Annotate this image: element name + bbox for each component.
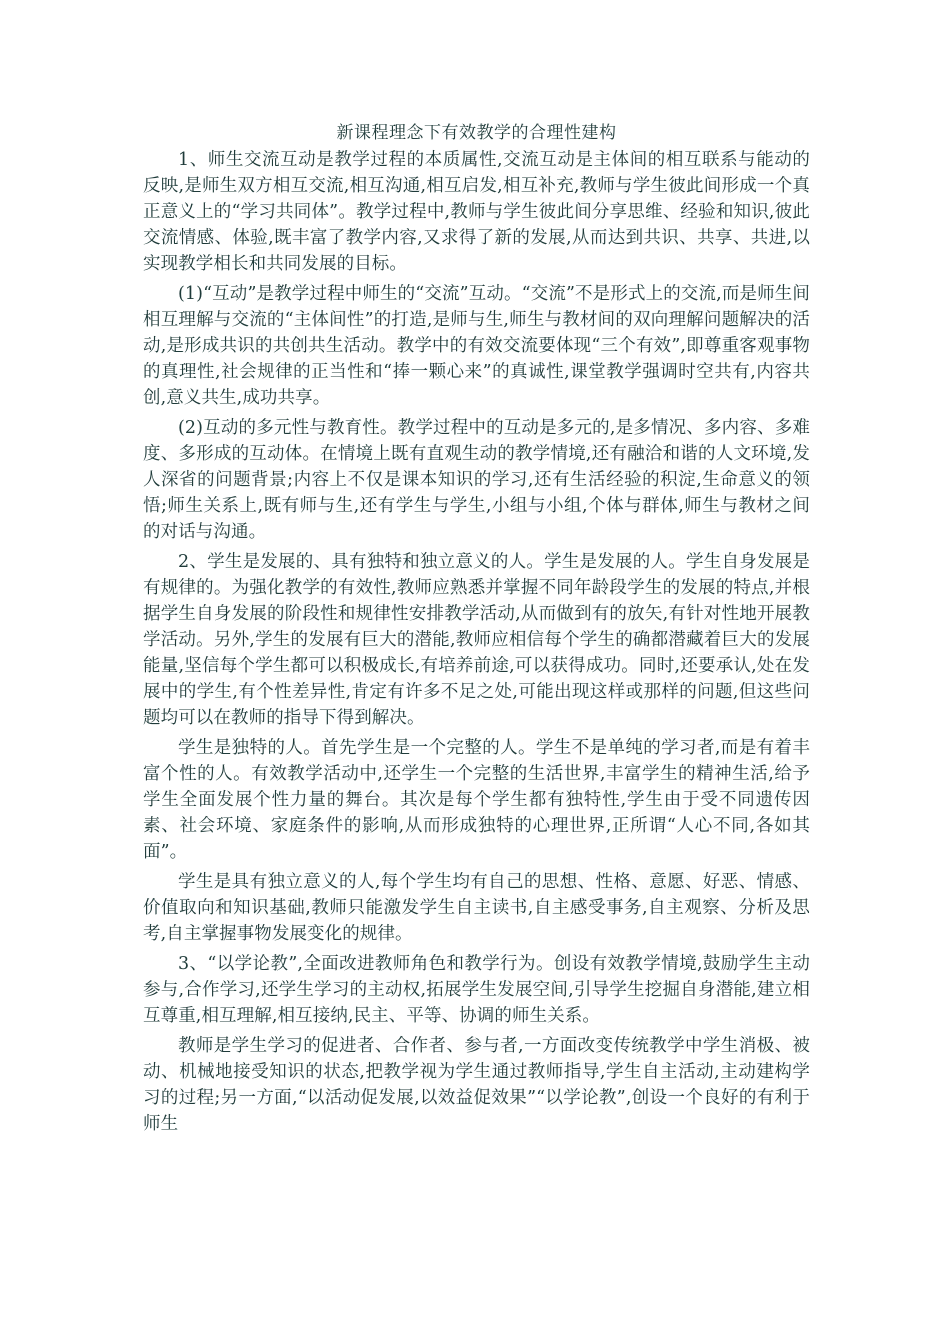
- paragraph-6: 学生是具有独立意义的人,每个学生均有自己的思想、性格、意愿、好恶、情感、价值取向和知识基础,教师只能激发学生自主读书,自主感受事务,自主观察、分析及思考,自主掌握事物发展变化的规律。: [143, 872, 810, 944]
- document-title: 新课程理念下有效教学的合理性建构: [336, 123, 617, 143]
- paragraph-4: 2、学生是发展的、具有独特和独立意义的人。学生是发展的人。学生自身发展是有规律的。为强化教学的有效性,教师应熟悉并掌握不同年龄段学生的发展的特点,并根据学生自身发展的阶段性和规律性安排教学活动,从而做到有的放矢,有针对性地开展教学活动。另外,学生的发展有巨大的潜能,教师应相信每个学生的确都潜藏着巨大的发展能量,坚信每个学生都可以积极成长,有培养前途,可以获得成功。同时,还要承认,处在发展中的学生,有个性差异性,肯定有许多不足之处,可能出现这样或那样的问题,但这些问题均可以在教师的指导下得到解决。: [143, 552, 810, 728]
- paragraph-2: (1)“互动”是教学过程中师生的“交流”互动。“交流”不是形式上的交流,而是师生间相互理解与交流的“主体间性”的打造,是师与生,师生与教材间的双向理解问题解决的活动,是形成共识的共创共生活动。教学中的有效交流要体现“三个有效”,即尊重客观事物的真理性,社会规律的正当性和“捧一颗心来”的真诚性,课堂教学强调时空共有,内容共创,意义共生,成功共享。: [143, 284, 810, 408]
- paragraph-5: 学生是独特的人。首先学生是一个完整的人。学生不是单纯的学习者,而是有着丰富个性的人。有效教学活动中,还学生一个完整的生活世界,丰富学生的精神生活,给予学生全面发展个性力量的舞台。其次是每个学生都有独特性,学生由于受不同遗传因素、社会环境、家庭条件的影响,从而形成独特的心理世界,正所谓“人心不同,各如其面”。: [143, 738, 810, 862]
- paragraph-8: 教师是学生学习的促进者、合作者、参与者,一方面改变传统教学中学生消极、被动、机械地接受知识的状态,把教学视为学生通过教师指导,学生自主活动,主动建构学习的过程;另一方面,“以活动促发展,以效益促效果”“以学论教”,创设一个良好的有利于师生: [143, 1036, 810, 1134]
- paragraph-1: 1、师生交流互动是教学过程的本质属性,交流互动是主体间的相互联系与能动的反映,是师生双方相互交流,相互沟通,相互启发,相互补充,教师与学生彼此间形成一个真正意义上的“学习共同体”。教学过程中,教师与学生彼此间分享思维、经验和知识,彼此交流情感、体验,既丰富了教学内容,又求得了新的发展,从而达到共识、共享、共进,以实现教学相长和共同发展的目标。: [143, 150, 810, 274]
- document-page: [143, 120, 810, 1141]
- paragraph-3: (2)互动的多元性与教育性。教学过程中的互动是多元的,是多情况、多内容、多难度、多形成的互动体。在情境上既有直观生动的教学情境,还有融洽和谐的人文环境,发人深省的问题背景;内容上不仅是课本知识的学习,还有生活经验的积淀,生命意义的领悟;师生关系上,既有师与生,还有学生与学生,小组与小组,个体与群体,师生与教材之间的对话与沟通。: [143, 418, 810, 542]
- paragraph-7: 3、“以学论教”,全面改进教师角色和教学行为。创设有效教学情境,鼓励学生主动参与,合作学习,还学生学习的主动权,拓展学生发展空间,引导学生挖掘自身潜能,建立相互尊重,相互理解,相互接纳,民主、平等、协调的师生关系。: [143, 954, 810, 1026]
